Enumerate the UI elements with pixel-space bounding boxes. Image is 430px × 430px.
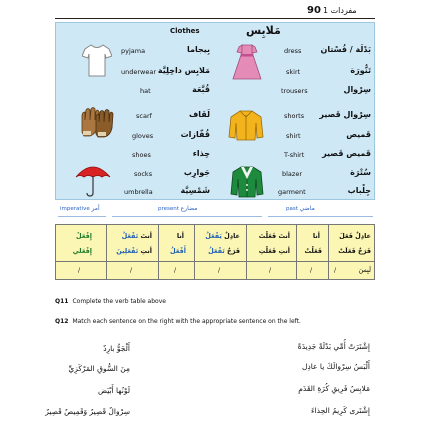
verb-past-you-masc: أنتَ فَعَلْتَ (258, 232, 290, 240)
verb-imperative-masc: إِفْعَلْ (76, 232, 92, 240)
verb-past-you-fem: أنتِ فَعَلْتِ (258, 247, 290, 255)
vocab-en-shorts: shorts (284, 112, 305, 120)
vocab-en-trousers: trousers (281, 87, 308, 95)
verb-past-he: عادِلٌ فَعَلَ (339, 232, 371, 240)
blazer-icon (230, 165, 264, 198)
vocab-ar-shorts: سِرْوال قَصير (319, 110, 371, 119)
past-verb-prompt: لَبِسَ (358, 266, 371, 274)
answer-blank-past-he[interactable]: / (334, 267, 337, 274)
vocab-ar-socks: جَوارِب (183, 168, 210, 177)
verb-table-row-separator (56, 261, 374, 262)
clothes-vocabulary-panel (55, 22, 375, 200)
vocab-ar-dress: بَدْلَة / فُسْتان (320, 45, 371, 54)
tense-label-imperative: imperative أمر (60, 205, 100, 212)
vocab-ar-skirt: تَنُّورَة (350, 66, 371, 75)
verb-present-you-masc: أنتَ تَفْعَلُ (121, 232, 152, 240)
match-right-3: مَلابِسُ فَرِيقِ كُرَةِ القَدَمِ (298, 384, 370, 393)
jacket-icon (228, 109, 264, 141)
verb-past-i-pronoun: أنا (312, 232, 320, 240)
vocab-ar-shoes: حِذاء (192, 149, 210, 158)
t-shirt-icon (82, 43, 112, 77)
vocab-en-skirt: skirt (286, 68, 301, 76)
tense-rule-imperative (58, 216, 106, 217)
verb-present-i-pronoun: أنا (176, 232, 184, 240)
verb-conjugation-table (55, 224, 375, 280)
tense-label-past: past ماضي (286, 205, 315, 212)
match-right-4: إِشْتَرى كَرِيمُ الحِذاءَ (311, 406, 370, 415)
verb-present-you-fem: أنتِ تَفْعَلِينَ (116, 247, 152, 255)
vocab-ar-trousers: سِرْوال (343, 85, 371, 94)
answer-blank-present-he[interactable]: / (218, 267, 221, 274)
verb-present-i-verb: أَفْعَلُ (170, 247, 186, 255)
vocab-ar-underwear: مَلابِس داخِلِيَّة (157, 66, 210, 75)
umbrella-icon (74, 163, 112, 197)
vocab-en-garment: garment (278, 188, 306, 196)
vocab-en-socks: socks (134, 170, 153, 178)
answer-blank-past-you[interactable]: / (269, 267, 272, 274)
answer-blank-imperative[interactable]: / (78, 267, 81, 274)
vocab-en-t-shirt: T-shirt (284, 151, 305, 159)
verb-present-she: فَرَحٌ تَفْعَلُ (208, 247, 240, 255)
match-right-2: أَلْبَسُ سِرْوالَكَ يا عادِل (301, 362, 370, 371)
vocab-ar-blazer: سُتْرَة (350, 168, 371, 177)
page-number: 90 (307, 5, 321, 16)
vocab-en-shirt: shirt (286, 132, 301, 140)
answer-blank-past-i[interactable]: / (310, 267, 313, 274)
vocab-ar-hat: قُبَّعَة (192, 85, 210, 94)
vocab-en-gloves: gloves (132, 132, 154, 140)
dress-icon (232, 43, 262, 81)
verb-imperative-fem: إِفْعَلي (72, 247, 92, 255)
verb-past-i-verb: فَعَلْتُ (304, 247, 322, 255)
vocab-en-dress: dress (284, 47, 302, 55)
tense-label-present: present مضارع (158, 205, 198, 212)
verb-past-she: فَرَحٌ فَعَلَتْ (338, 247, 371, 255)
tense-rule-present (112, 216, 262, 217)
vocab-en-hat: hat (140, 87, 151, 95)
vocab-ar-pyjama: بِيجاما (187, 45, 210, 54)
question-12: Q12 Match each sentence on the right with the appropriate sentence on the left. (55, 318, 301, 325)
match-left-4: سِرْوالٌ قَصِيرٌ وَقَمِيصٌ قَصِيرٌ (45, 407, 130, 416)
vocab-ar-t-shirt: قَميص قَصير (322, 149, 371, 158)
vocab-ar-gloves: قُفّازات (180, 130, 210, 139)
answer-blank-present-i[interactable]: / (174, 267, 177, 274)
match-right-1: إِشْتَرَتْ أُمِّي بَدْلَةً جَدِيدَةً (297, 342, 370, 351)
match-left-2: مِنَ السُّوقِ المَرْكَزِيِّ (68, 364, 130, 373)
vocab-ar-umbrella: شَمْسِيَّة (180, 186, 210, 195)
question-11: Q11 Complete the verb table above (55, 298, 166, 305)
vocab-en-pyjama: pyjama (121, 47, 146, 55)
book-title: مفردات 1 (323, 6, 357, 15)
vocab-en-shoes: shoes (132, 151, 151, 159)
vocab-ar-shirt: قَميص (346, 130, 371, 139)
tense-rule-past (268, 216, 373, 217)
vocab-ar-scarf: لَفَاف (188, 110, 210, 119)
vocab-en-umbrella: umbrella (124, 188, 153, 196)
vocab-en-blazer: blazer (282, 170, 302, 178)
vocab-en-underwear: underwear (121, 68, 157, 76)
vocab-title-arabic: مَلابِس (246, 24, 281, 37)
match-left-1: أَلْجَوُّ بارِدٌ (103, 344, 130, 353)
answer-blank-present-you[interactable]: / (130, 267, 133, 274)
header-rule (55, 18, 375, 19)
vocab-en-scarf: scarf (136, 112, 152, 120)
vocab-ar-garment: جِلْباب (347, 186, 371, 195)
match-left-3: لَوْنُها أَبْيَض (98, 386, 130, 395)
verb-present-he: عادِلٌ يَفْعَلُ (205, 232, 240, 240)
vocab-title-english: Clothes (170, 27, 200, 35)
gloves-icon (78, 106, 116, 138)
